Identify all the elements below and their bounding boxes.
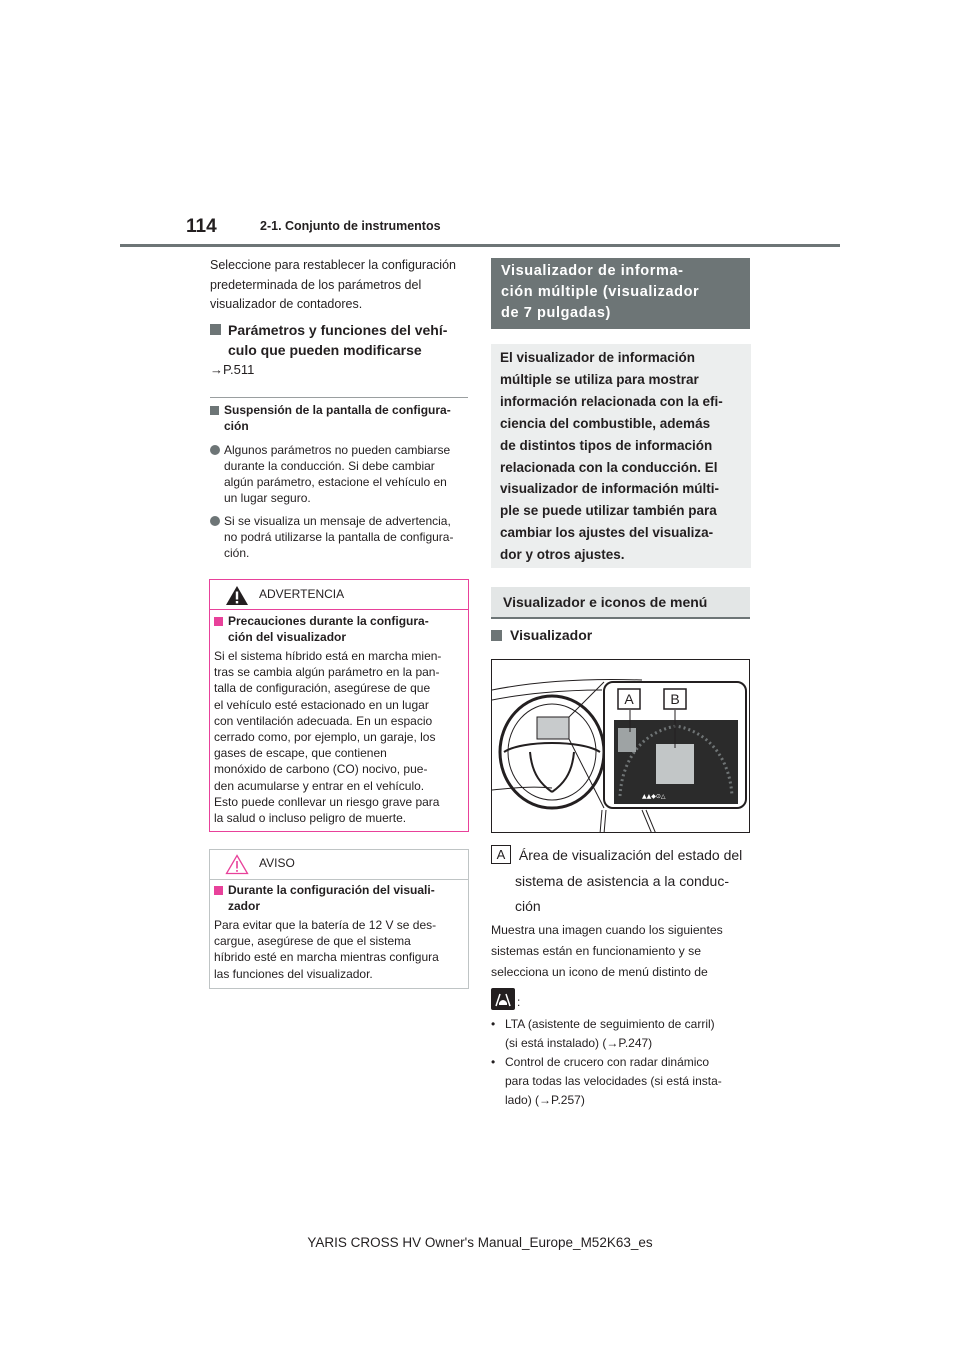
list-bullet: • [491, 1055, 496, 1069]
summary-line: información relacionada con la efi- [500, 393, 723, 409]
warning-line: con ventilación adecuada. En un espacio [214, 713, 433, 728]
warning-line: tras se cambia algún parámetro en la pan- [214, 665, 440, 680]
icon-colon: : [517, 995, 521, 1009]
warning-line: el vehículo esté estacionado en un lugar [214, 697, 429, 712]
summary-line: El visualizador de información [500, 350, 696, 365]
warning-title: ADVERTENCIA [259, 587, 345, 601]
notice-line: las funciones del visualizador. [214, 966, 373, 981]
warning-text [214, 648, 466, 826]
label-badge-a: A [491, 845, 511, 864]
warning-line: cerrado como, por ejemplo, un garaje, los [214, 730, 436, 745]
note-bullet [210, 513, 468, 561]
notice-line: cargue, asegúrese de que el sistema [214, 934, 411, 949]
caption-area-a [491, 843, 753, 920]
notice-subheading-line: zador [228, 898, 261, 913]
square-bullet-icon [210, 406, 219, 415]
page-footer: YARIS CROSS HV Owner's Manual_Europe_M52K63_es [307, 1235, 653, 1250]
bullet-line: durante la conducción. Si debe cambiar [224, 459, 435, 473]
circle-bullet-icon [210, 445, 220, 455]
header-rule [120, 244, 840, 247]
heading-vehicle-parameters [210, 320, 468, 360]
page-number: 114 [186, 216, 217, 237]
heading-line: culo que pueden modificarse [228, 342, 422, 358]
square-bullet-icon [491, 630, 502, 641]
list-line: (si está instalado) (→P.247) [505, 1036, 653, 1050]
systems-list [491, 1015, 753, 1110]
warning-subheading-line: ción del visualizador [228, 629, 347, 644]
list-line: LTA (asistente de seguimiento de carril) [505, 1017, 715, 1031]
section-title: 2-1. Conjunto de instrumentos [260, 219, 441, 233]
banner-line: Visualizador de informa- [501, 263, 684, 279]
subheading-display [491, 626, 592, 644]
bullet-line: un lugar seguro. [224, 491, 311, 505]
list-item [491, 1015, 753, 1053]
bullet-line: algún parámetro, estacione el vehículo en [224, 475, 447, 489]
warning-subheading [214, 614, 466, 645]
intro-line: Seleccione para restablecer la configuración [210, 258, 456, 272]
warning-line: la salud o incluso peligro de muerte. [214, 811, 407, 826]
warning-line: Si el sistema híbrido está en marcha mien- [214, 649, 442, 663]
page-reference-link[interactable]: →P.511 [210, 362, 255, 377]
circle-bullet-icon [210, 516, 220, 526]
dashboard-illustration [492, 660, 750, 833]
divider [210, 397, 468, 398]
list-item [491, 1053, 753, 1110]
figure-label-b: B [670, 691, 680, 707]
description-line: selecciona un icono de menú distinto de [491, 965, 708, 979]
notice-subheading [214, 883, 466, 914]
summary-line: ple se puede utilizar también para [500, 503, 717, 519]
warning-subheading-line: Precauciones durante la configura- [228, 614, 429, 628]
notice-subheading-line: Durante la configuración del visuali- [228, 883, 435, 897]
caption-line: ción [515, 898, 541, 914]
warning-line: den acumularse y entrar en el vehículo. [214, 778, 425, 793]
caution-triangle-icon [225, 854, 249, 875]
note-heading-line: Suspensión de la pantalla de configura- [224, 403, 451, 417]
square-bullet-icon [214, 617, 223, 626]
notice-line: Para evitar que la batería de 12 V se des- [214, 918, 437, 932]
square-bullet-icon [214, 886, 223, 895]
caption-line: Área de visualización del estado del [518, 847, 743, 863]
bullet-line: ción. [224, 546, 250, 560]
intro-line: predeterminada de los parámetros del [210, 277, 422, 292]
notice-text [214, 917, 466, 982]
subheading-text: Visualizador [510, 627, 593, 643]
bullet-line: Si se visualiza un mensaje de advertencia, [224, 514, 451, 528]
bullet-line: Algunos parámetros no pueden cambiarse [224, 443, 451, 457]
list-line: Control de crucero con radar dinámico [505, 1055, 710, 1069]
summary-line: dor y otros ajustes. [500, 547, 625, 563]
note-heading [210, 403, 468, 434]
banner-line: de 7 pulgadas) [501, 305, 611, 321]
list-line: para todas las velocidades (si está insta- [505, 1074, 722, 1088]
warning-line: gases de escape, que contienen [214, 746, 387, 761]
summary-line: de distintos tipos de información [500, 437, 713, 453]
banner-line: ción múltiple (visualizador [501, 284, 700, 300]
summary-line: visualizador de información múlti- [500, 481, 720, 497]
summary-line: ciencia del combustible, además [500, 415, 711, 431]
figure-label-a: A [624, 691, 634, 707]
intro-line: visualizador de contadores. [210, 297, 363, 311]
note-heading-line: ción [224, 418, 249, 433]
square-bullet-icon [210, 324, 221, 335]
summary-line: múltiple se utiliza para mostrar [500, 371, 699, 387]
section-banner [491, 258, 750, 329]
intro-paragraph [210, 256, 468, 315]
list-line: lado) (→P.257) [505, 1093, 585, 1107]
warning-line: Esto puede conllevar un riesgo grave para [214, 794, 440, 809]
summary-line: relacionada con la conducción. El [500, 459, 718, 475]
description-line: Muestra una imagen cuando los siguientes [491, 923, 723, 937]
description-line: sistemas están en funcionamiento y se [491, 944, 702, 958]
driving-assist-menu-icon [491, 988, 515, 1010]
caption-line: sistema de asistencia a la conduc- [515, 872, 729, 889]
summary-box [491, 344, 751, 568]
notice-line: híbrido esté en marcha mientras configura [214, 950, 439, 965]
notice-title: AVISO [259, 856, 295, 870]
svg-text:▲▲◆⊙△: ▲▲◆⊙△ [642, 793, 666, 800]
warning-line: monóxido de carbono (CO) nocivo, pue- [214, 762, 428, 777]
section-bar: Visualizador e iconos de menú [491, 587, 750, 619]
list-bullet: • [491, 1017, 496, 1031]
note-bullet [210, 442, 468, 506]
bullet-line: no podrá utilizarse la pantalla de configura- [224, 530, 454, 544]
warning-line: talla de configuración, asegúrese de que [214, 681, 431, 696]
instrument-cluster-figure [491, 659, 750, 833]
summary-line: cambiar los ajustes del visualiza- [500, 525, 714, 541]
description-paragraph [491, 920, 753, 983]
warning-triangle-icon [225, 585, 249, 606]
heading-line: Parámetros y funciones del vehí- [228, 322, 448, 338]
